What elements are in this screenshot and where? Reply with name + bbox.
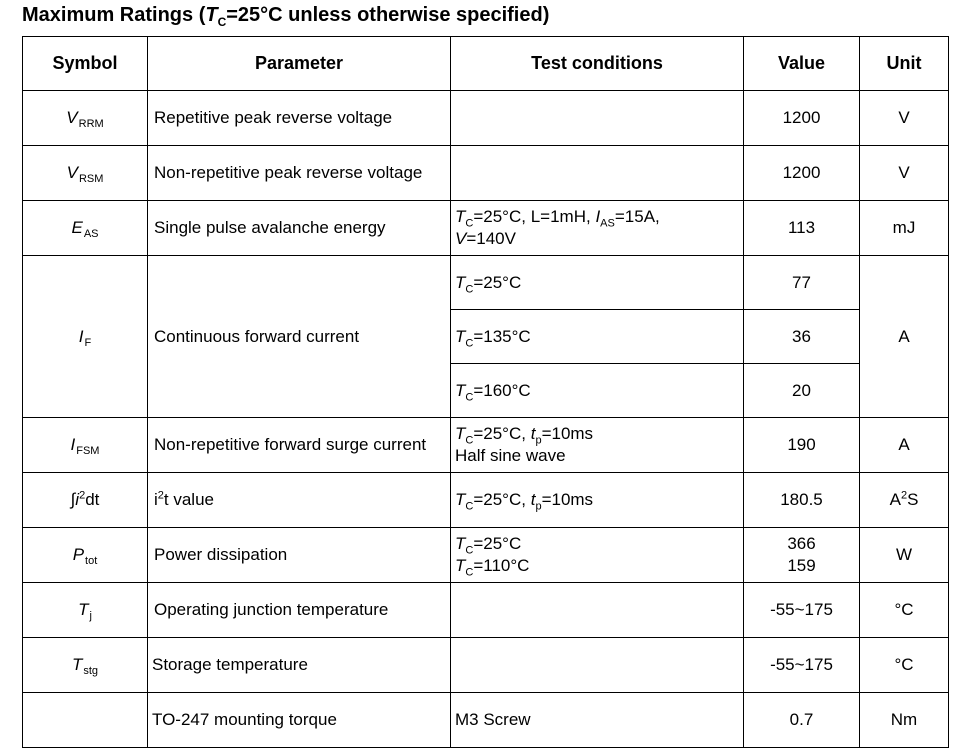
conditions-cell	[451, 583, 744, 638]
unit-cell: V	[860, 91, 949, 146]
table-row	[23, 693, 949, 748]
conditions-cell	[451, 418, 744, 473]
conditions-cell	[451, 91, 744, 146]
symbol-cell	[23, 91, 148, 146]
title-var: T	[205, 4, 218, 26]
value-cell: 1200	[744, 146, 860, 201]
table-row	[23, 418, 949, 473]
cond-sub: C	[465, 282, 474, 295]
header-test-conditions: Test conditions	[451, 37, 744, 91]
cond-text: =25°C,	[473, 490, 531, 509]
symbol-letter: T	[78, 600, 89, 619]
param-text: i	[154, 490, 158, 509]
symbol-subscript: F	[84, 336, 92, 349]
table-row	[23, 256, 949, 310]
parameter-cell: Continuous forward current	[148, 256, 451, 418]
symbol-cell	[23, 473, 148, 528]
conditions-cell	[451, 256, 744, 310]
header-row	[23, 37, 949, 91]
conditions-cell: M3 Screw	[451, 693, 744, 748]
value-text: 366	[787, 534, 816, 553]
parameter-cell: Single pulse avalanche energy	[148, 201, 451, 256]
symbol-cell	[23, 256, 148, 418]
value-cell: 77	[744, 256, 860, 310]
cond-sub: C	[465, 434, 474, 447]
conditions-cell	[451, 528, 744, 583]
symbol-cell	[23, 693, 148, 748]
cond-text: =25°C	[473, 272, 522, 292]
page-title	[22, 4, 549, 27]
value-cell: 36	[744, 310, 860, 364]
value-cell: -55~175	[744, 638, 860, 693]
unit-cell: °C	[860, 638, 949, 693]
symbol-subscript: AS	[83, 228, 99, 241]
cond-text: =110°C	[473, 556, 530, 575]
value-cell: 20	[744, 364, 860, 418]
parameter-cell	[148, 473, 451, 528]
unit-text: A	[889, 490, 901, 509]
cond-text: =10ms	[541, 490, 594, 509]
symbol-letter: V	[66, 108, 78, 127]
symbol-cell	[23, 638, 148, 693]
table-row	[23, 91, 949, 146]
param-superscript: 2	[157, 489, 164, 502]
cond-var: I	[595, 207, 601, 226]
title-prefix: Maximum Ratings (	[22, 4, 206, 26]
symbol-letter: E	[71, 218, 83, 237]
value-cell: 190	[744, 418, 860, 473]
cond-var: T	[455, 380, 466, 400]
symbol-cell	[23, 418, 148, 473]
cond-var: T	[455, 272, 466, 292]
cond-text: =135°C	[473, 326, 531, 346]
cond-var: t	[530, 424, 536, 443]
symbol-subscript: tot	[85, 555, 98, 568]
header-symbol: Symbol	[23, 37, 148, 91]
cond-var: T	[455, 534, 466, 553]
conditions-cell	[451, 473, 744, 528]
cond-var: T	[455, 424, 466, 443]
value-cell	[744, 528, 860, 583]
parameter-cell: Non-repetitive forward surge current	[148, 418, 451, 473]
cond-text: =140V	[466, 229, 516, 248]
cond-sub: AS	[600, 217, 615, 230]
symbol-superscript: 2	[79, 489, 86, 502]
ratings-table	[22, 36, 949, 748]
conditions-cell	[451, 310, 744, 364]
symbol-subscript: j	[89, 610, 92, 623]
value-cell: 1200	[744, 91, 860, 146]
symbol-letter: P	[72, 545, 85, 564]
value-text: 159	[787, 556, 816, 575]
unit-cell: V	[860, 146, 949, 201]
parameter-cell: Storage temperature	[148, 638, 451, 693]
header-unit: Unit	[860, 37, 949, 91]
cond-var: T	[455, 556, 466, 575]
unit-cell: Nm	[860, 693, 949, 748]
cond-text: Half sine wave	[455, 446, 566, 465]
unit-cell	[860, 473, 949, 528]
symbol-letter: I	[70, 435, 76, 454]
cond-sub: C	[465, 217, 474, 230]
parameter-cell: Operating junction temperature	[148, 583, 451, 638]
parameter-cell: TO-247 mounting torque	[148, 693, 451, 748]
cond-sub: p	[535, 434, 542, 447]
table-row	[23, 146, 949, 201]
unit-cell: A	[860, 418, 949, 473]
cond-var: T	[455, 326, 466, 346]
unit-cell: A	[860, 256, 949, 418]
unit-cell: mJ	[860, 201, 949, 256]
cond-text: =25°C	[473, 534, 522, 553]
header-parameter: Parameter	[148, 37, 451, 91]
param-text: t value	[163, 490, 214, 509]
table-row	[23, 473, 949, 528]
cond-sub: C	[465, 390, 474, 403]
title-suffix: =25°C unless otherwise specified)	[226, 4, 550, 26]
cond-sub: C	[465, 544, 474, 557]
symbol-cell	[23, 528, 148, 583]
table-row	[23, 201, 949, 256]
symbol-text: dt	[85, 490, 100, 509]
table-row	[23, 583, 949, 638]
table-row	[23, 638, 949, 693]
symbol-letter: i	[75, 490, 80, 509]
symbol-letter: I	[78, 326, 84, 346]
conditions-cell	[451, 146, 744, 201]
symbol-cell	[23, 146, 148, 201]
cond-sub: C	[465, 336, 474, 349]
parameter-cell: Non-repetitive peak reverse voltage	[148, 146, 451, 201]
unit-cell: °C	[860, 583, 949, 638]
value-cell: 180.5	[744, 473, 860, 528]
symbol-subscript: stg	[83, 665, 99, 678]
cond-text: =10ms	[541, 424, 594, 443]
value-cell: 113	[744, 201, 860, 256]
symbol-cell	[23, 201, 148, 256]
symbol-subscript: FSM	[76, 445, 100, 458]
parameter-cell: Repetitive peak reverse voltage	[148, 91, 451, 146]
cond-text: =160°C	[473, 380, 531, 400]
cond-var: V	[455, 229, 467, 248]
cond-text: =25°C,	[473, 424, 531, 443]
cond-var: T	[455, 490, 466, 509]
cond-sub: C	[465, 566, 474, 579]
value-cell: 0.7	[744, 693, 860, 748]
cond-sub: C	[465, 500, 474, 513]
integral-sign: ∫	[70, 490, 76, 509]
unit-text: S	[907, 490, 919, 509]
unit-superscript: 2	[900, 489, 908, 502]
table-row	[23, 528, 949, 583]
conditions-cell	[451, 638, 744, 693]
header-value: Value	[744, 37, 860, 91]
value-cell: -55~175	[744, 583, 860, 638]
conditions-cell	[451, 201, 744, 256]
unit-cell: W	[860, 528, 949, 583]
symbol-cell	[23, 583, 148, 638]
symbol-subscript: RRM	[78, 118, 104, 131]
cond-var: t	[530, 490, 536, 509]
symbol-letter: T	[71, 655, 83, 674]
title-sub: C	[217, 15, 227, 29]
conditions-cell	[451, 364, 744, 418]
cond-var: T	[455, 207, 466, 226]
symbol-subscript: RSM	[78, 173, 104, 186]
cond-text: =25°C, L=1mH,	[473, 207, 596, 226]
cond-sub: p	[535, 500, 542, 513]
cond-text: =15A,	[614, 207, 660, 226]
parameter-cell: Power dissipation	[148, 528, 451, 583]
symbol-letter: V	[66, 163, 78, 182]
